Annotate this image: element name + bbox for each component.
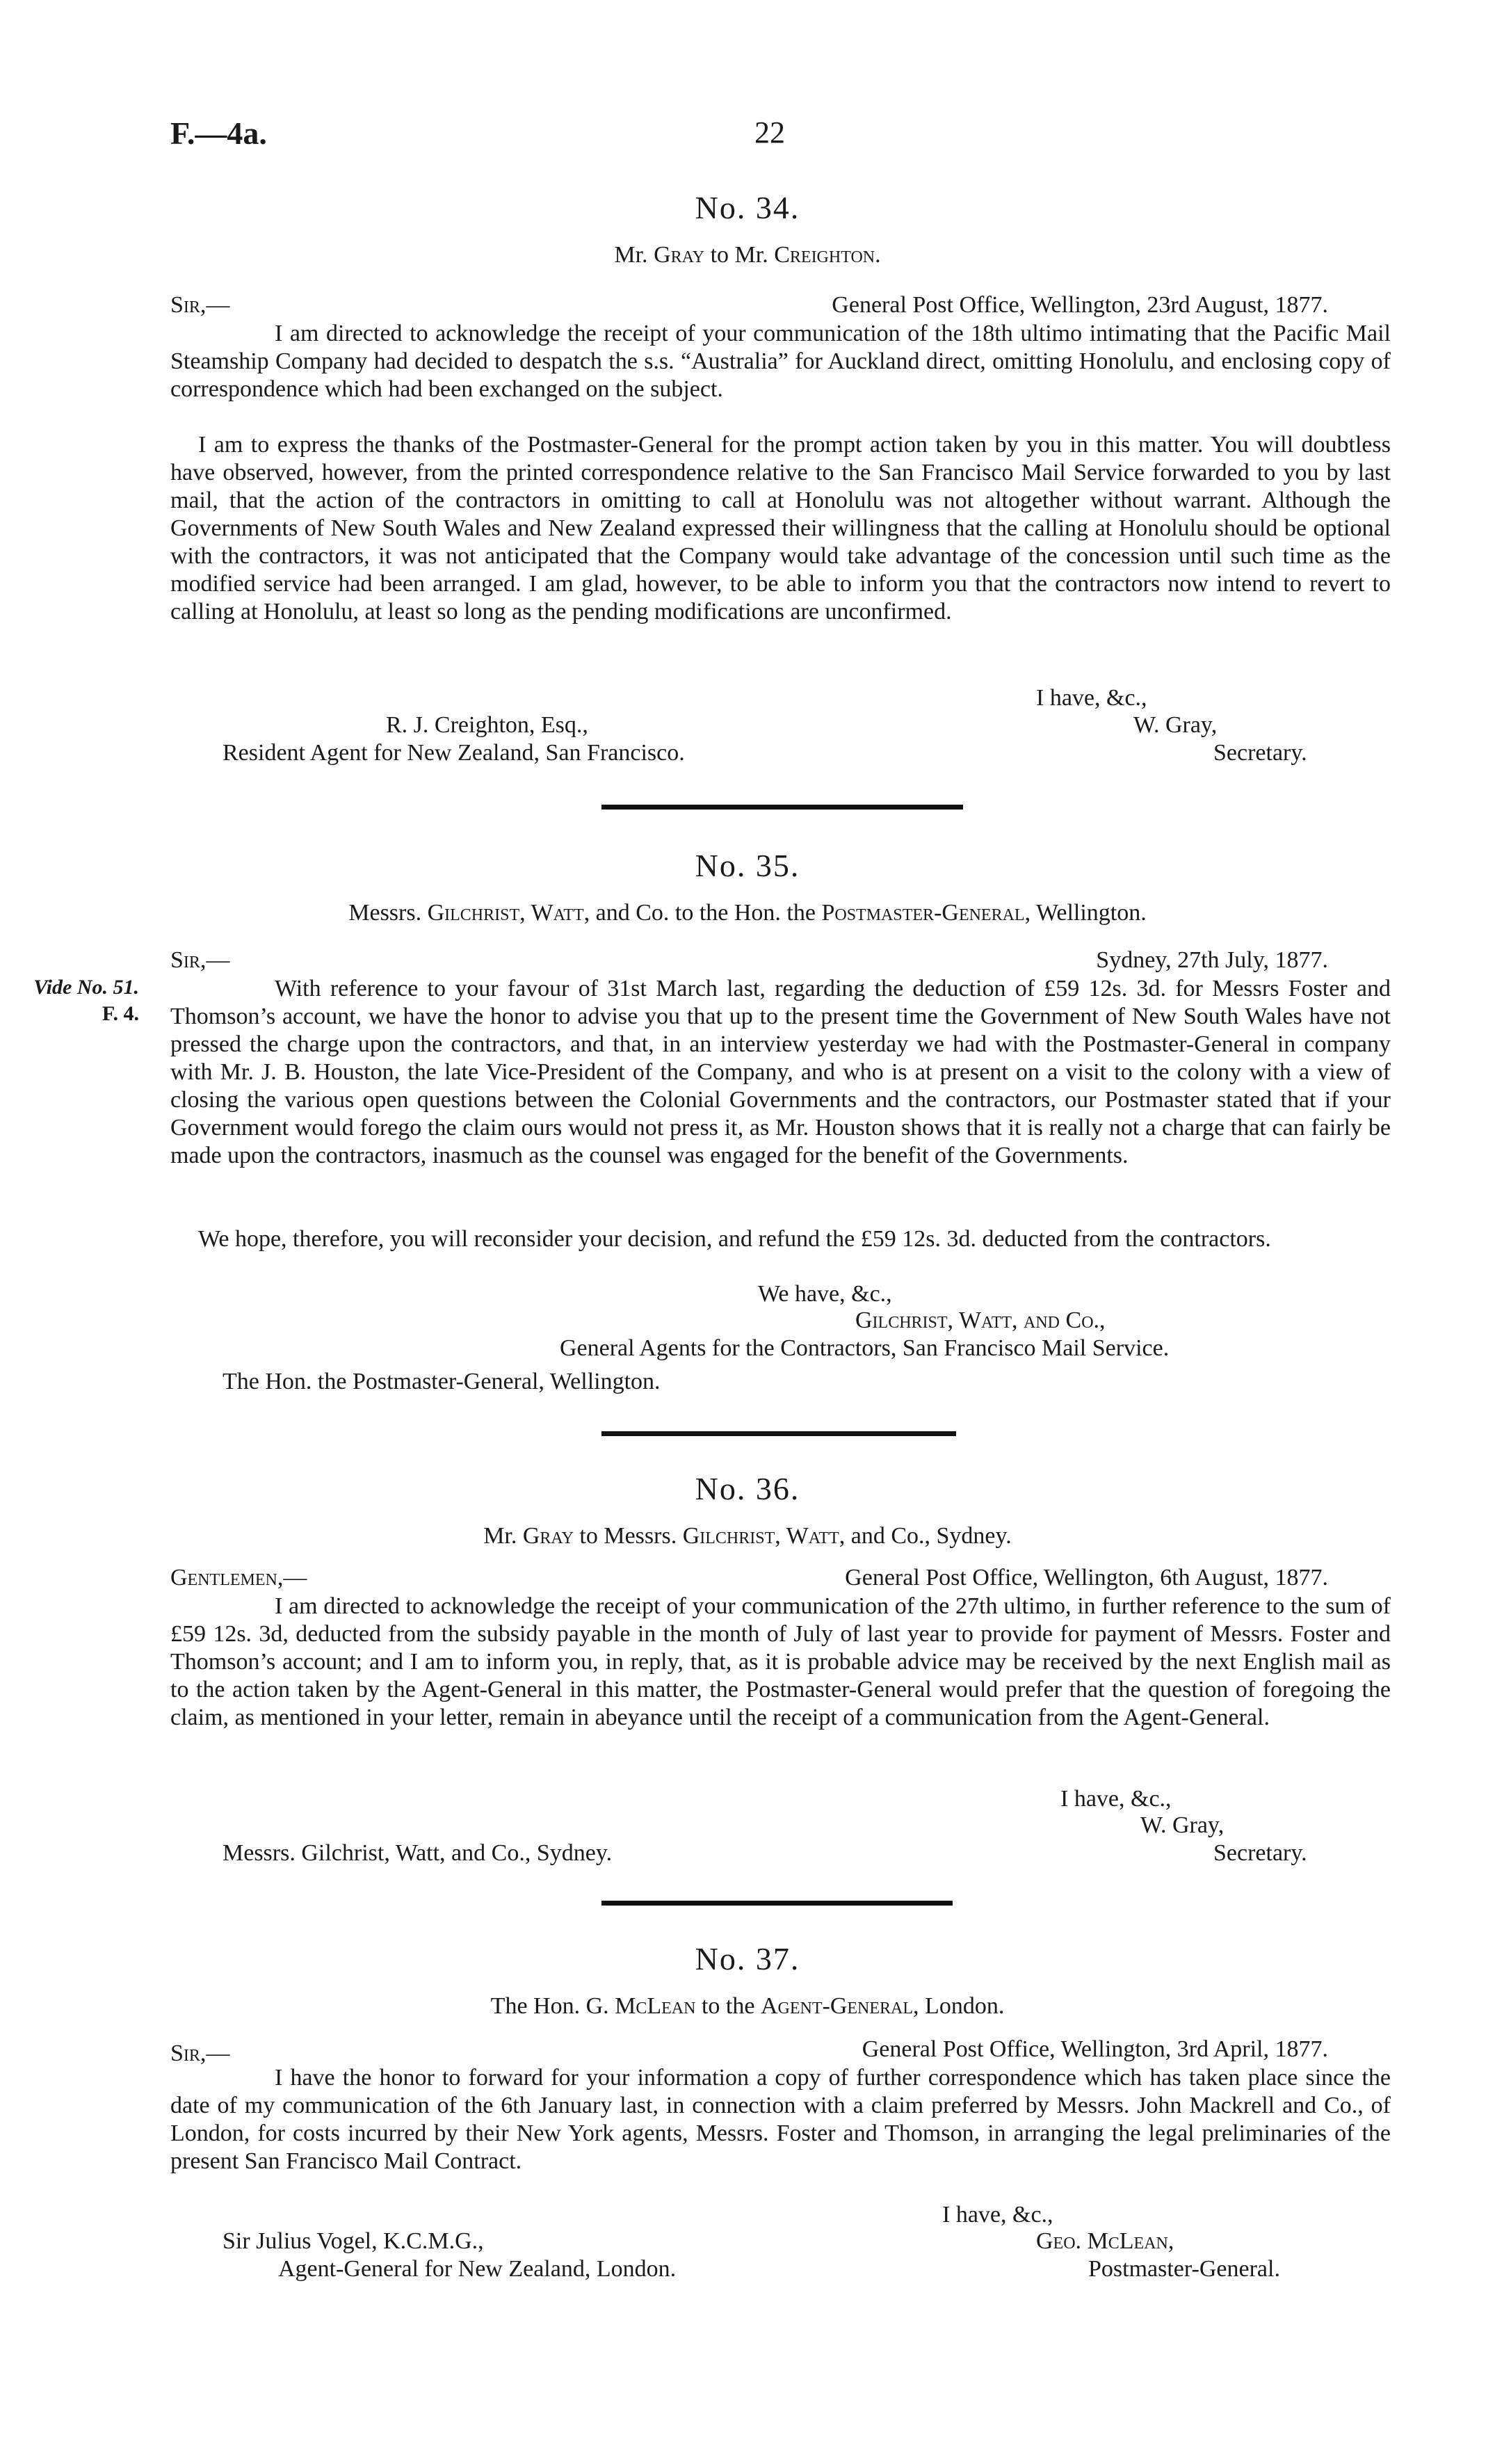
page-number: 22 (754, 115, 785, 150)
signatory-name: W. Gray, (1140, 1812, 1225, 1838)
heading-text: Mr. (483, 1523, 523, 1549)
heading-text: Mr. (614, 242, 654, 268)
heading-recipient: Agent-General (760, 1993, 914, 2019)
heading-text: to the (695, 1993, 761, 2019)
heading-text: Messrs. (348, 900, 428, 926)
place-date: General Post Office, Wellington, 6th August, 1877. (845, 1565, 1328, 1591)
paragraph: I have the honor to forward for your information a copy of further correspondence which has taken place since the date of my communication of the 6th January last, in connection with a claim preferred by Messrs. John Mackrell and Co., of London, for costs incurred by their New York agents, Messrs. Foster and Thomson, in arranging the legal preliminaries of the present San Francisco Mail Contract. (170, 2065, 1391, 2174)
salutation: Sir,— (170, 2040, 230, 2066)
heading-sender: Gilchrist, Watt, (427, 900, 590, 926)
heading-recipient: Postmaster-General (821, 900, 1025, 926)
heading-text: and Co., Sydney. (845, 1523, 1012, 1549)
heading-text: to Mr. (704, 242, 775, 268)
heading-text: The Hon. G. (490, 1993, 615, 2019)
letter-heading (0, 242, 1495, 268)
section-divider (601, 805, 963, 810)
addressee-name: Messrs. Gilchrist, Watt, and Co., Sydney. (223, 1840, 613, 1866)
addressee-location: Resident Agent for New Zealand, San Francisco. (223, 740, 685, 766)
salutation: Sir,— (170, 292, 230, 318)
letter-number: No. 36. (695, 1471, 800, 1506)
letter-number: No. 37. (695, 1941, 800, 1976)
closing-formula: I have, &c., (1036, 685, 1147, 711)
signatory-title: Secretary. (1213, 1840, 1307, 1866)
closing-formula: We have, &c., (758, 1281, 892, 1307)
page-code: F.—4a. (170, 115, 267, 151)
paragraph: We hope, therefore, you will reconsider your decision, and refund the £59 12s. 3d. deducted from the contractors. (198, 1226, 1271, 1252)
heading-text: to Messrs. (573, 1523, 683, 1549)
addressee-name: The Hon. the Postmaster-General, Wellington. (223, 1369, 661, 1394)
heading-sender: Gray (654, 242, 705, 268)
paragraph: With reference to your favour of 31st March last, regarding the deduction of £59 12s. 3d. for Messrs Foster and Thomson’s account, we have the honor to advise you that up to the present time the Government of New South Wales have not pressed the charge upon the contractors, and that, in an interview yesterday we had with the Postmaster-General in company with Mr. J. B. Houston, the late Vice-President of the Company, and who is at present on a visit to the colony with a view of closing the various open questions between the Colonial Governments and the contractors, our Postmaster stated that if your Government would forego the claim ours would not press it, as Mr. Houston shows that it is really not a charge that can fairly be made upon the contractors, inasmuch as the counsel was engaged for the benefit of the Governments. (170, 976, 1391, 1168)
heading-sender: McLean (615, 1993, 696, 2019)
salutation: Sir,— (170, 947, 230, 973)
heading-sender: Gray (522, 1523, 574, 1549)
heading-text: and Co. to the Hon. the (590, 900, 822, 926)
heading-recipient: Creighton (774, 242, 875, 268)
salutation: Gentlemen,— (170, 1565, 307, 1591)
letter-number: No. 35. (695, 848, 800, 883)
place-date: Sydney, 27th July, 1877. (1096, 947, 1328, 973)
place-date: General Post Office, Wellington, 3rd April, 1877. (862, 2036, 1328, 2062)
margin-reference-line: Vide No. 51. (33, 976, 139, 999)
paragraph: I am directed to acknowledge the receipt of your communication of the 18th ultimo intimating that the Pacific Mail Steamship Company had decided to despatch the s.s. “Australia” for Auckland direct, omitting Honolulu, and enclosing copy of correspondence which had been exchanged on the subject. (170, 321, 1391, 402)
letter-heading (0, 1993, 1495, 2020)
letter-number: No. 34. (695, 190, 800, 225)
margin-reference: F. 4. (102, 1002, 139, 1025)
section-divider (601, 1431, 956, 1436)
signatory-title: Secretary. (1213, 740, 1307, 766)
margin-reference (21, 976, 139, 999)
paragraph: I am directed to acknowledge the receipt of your communication of the 27th ultimo, in further reference to the sum of £59 12s. 3d, deducted from the subsidy payable in the month of July of last year to provide for payment of Messrs. Foster and Thomson’s account; and I am to inform you, in reply, that, as it is probable advice may be received by the next English mail as to the action taken by the Agent-General in this matter, the Postmaster-General would prefer that the question of foregoing the claim, as mentioned in your letter, remain in abeyance until the receipt of a communication from the Agent-General. (170, 1593, 1391, 1730)
heading-recipient: Gilchrist, Watt, (682, 1523, 846, 1549)
signatory-title: General Agents for the Contractors, San Francisco Mail Service. (560, 1335, 1170, 1361)
heading-text: . (875, 242, 881, 268)
paragraph: I am to express the thanks of the Postmaster-General for the prompt action taken by you in this matter. You will doubtless have observed, however, from the printed correspondence relative to the San Francisco Mail Service forwarded to you by last mail, that the action of the contractors in omitting to call at Honolulu was not altogether without warrant. Although the Governments of New South Wales and New Zealand expressed their willingness that the calling at Honolulu should be optional with the contractors, it was not anticipated that the Company would take advantage of the concession until such time as the modified service had been arranged. I am glad, however, to be able to inform you that the contractors now intend to revert to calling at Honolulu, at least so long as the pending modifications are unconfirmed. (170, 432, 1391, 625)
place-date: General Post Office, Wellington, 23rd August, 1877. (832, 292, 1328, 318)
letter-heading (0, 1523, 1495, 1549)
section-divider (601, 1901, 953, 1906)
addressee-location: Agent-General for New Zealand, London. (278, 2256, 677, 2282)
signatory-name: Geo. McLean, (1036, 2228, 1174, 2254)
signatory-title: Postmaster-General. (1088, 2256, 1280, 2282)
addressee-name: Sir Julius Vogel, K.C.M.G., (223, 2228, 484, 2254)
closing-formula: I have, &c., (1060, 1786, 1172, 1812)
signatory-name: W. Gray, (1133, 712, 1218, 738)
closing-formula: I have, &c., (942, 2202, 1053, 2228)
letter-heading (0, 900, 1495, 926)
signatory-name: Gilchrist, Watt, and Co., (855, 1307, 1106, 1333)
heading-text: , London. (913, 1993, 1005, 2019)
heading-text: , Wellington. (1024, 900, 1147, 926)
addressee-name: R. J. Creighton, Esq., (386, 712, 588, 738)
